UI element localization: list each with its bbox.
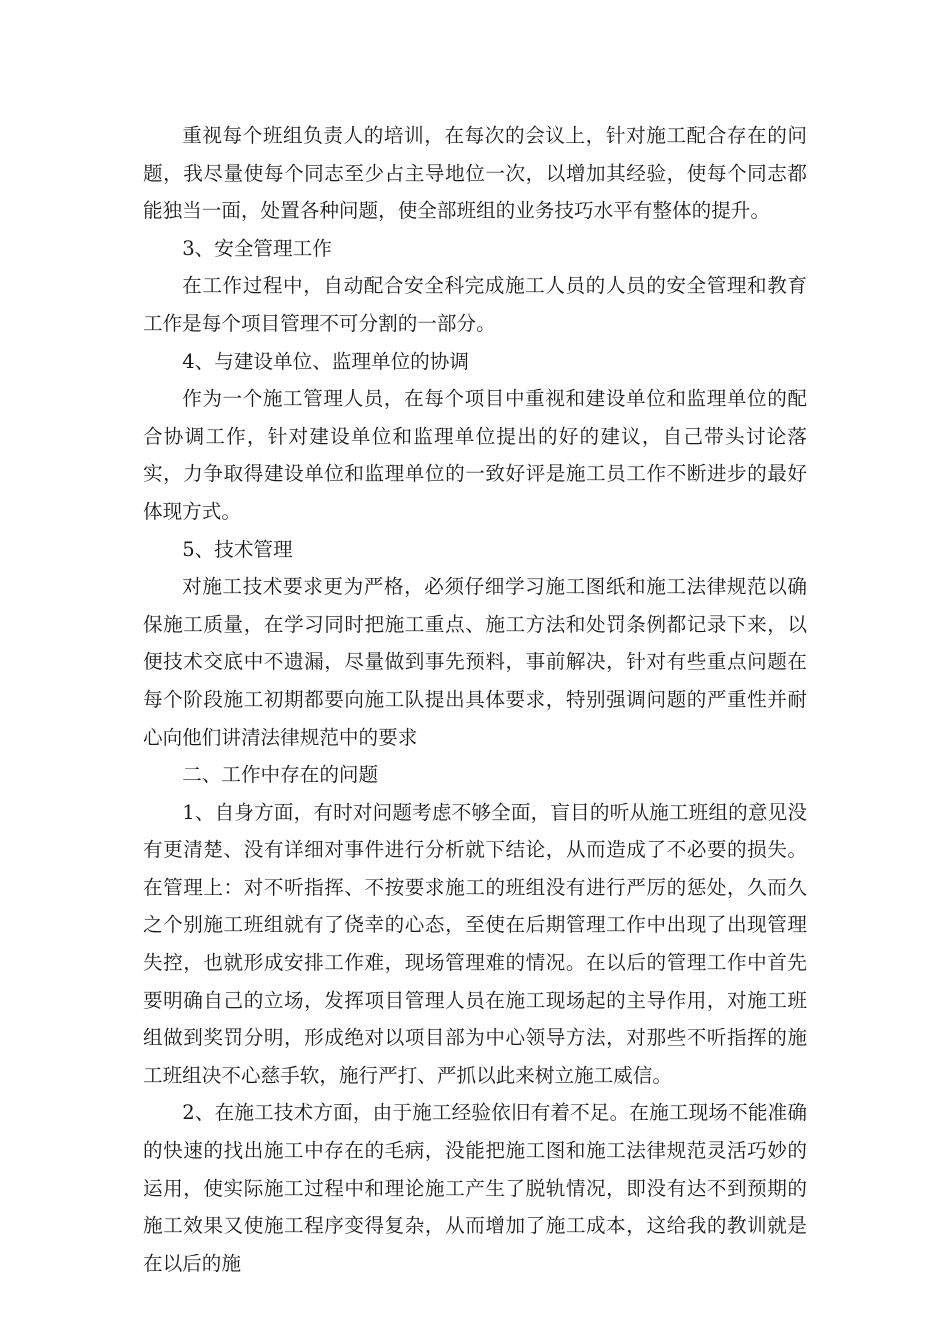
paragraph-technical-management: 对施工技术要求更为严格，必须仔细学习施工图纸和施工法律规范以确保施工质量，在学习同时把施工重点、施工方法和处罚条例都记录下来，以便技术交底中不遗漏，尽量做到事先预料，事前解决，针对有些重点问题在每个阶段施工初期都要向施工队提出具体要求，特别强调问题的严重性并耐心向他们讲清法律规范中的要求 [143,575,807,749]
paragraph-safety-management: 在工作过程中，自动配合安全科完成施工人员的人员的安全管理和教育工作是每个项目管理不可分割的一部分。 [143,274,807,335]
paragraph-technical-aspects: 2、在施工技术方面，由于施工经验依旧有着不足。在施工现场不能准确的快速的找出施工中存在的毛病，没能把施工图和施工法律规范灵活巧妙的运用，使实际施工过程中和理论施工产生了脱轨情况，即没有达不到预期的施工效果又使施工程序变得复杂，从而增加了施工成本，这给我的教训就是在以后的施 [143,1101,807,1275]
paragraph-coordination: 作为一个施工管理人员，在每个项目中重视和建设单位和监理单位的配合协调工作，针对建设单位和监理单位提出的好的建议，自己带头讨论落实，力争取得建设单位和监理单位的一致好评是施工员工作不断进步的最好体现方式。 [143,387,807,523]
heading-coordination: 4、与建设单位、监理单位的协调 [182,349,469,373]
paragraph-team-training: 重视每个班组负责人的培训，在每次的会议上，针对施工配合存在的问题，我尽量使每个同志至少占主导地位一次，以增加其经验，使每个同志都能独当一面，处置各种问题，使全部班组的业务技巧水平有整体的提升。 [143,124,807,223]
heading-technical-management: 5、技术管理 [182,537,293,561]
paragraph-self-aspects: 1、自身方面，有时对问题考虑不够全面，盲目的听从施工班组的意见没有更清楚、没有详细对事件进行分析就下结论，从而造成了不必要的损失。在管理上：对不听指挥、不按要求施工的班组没有进行严厉的惩处，久而久之个别施工班组就有了侥幸的心态，至使在后期管理工作中出现了出现管理失控，也就形成安排工作难，现场管理难的情况。在以后的管理工作中首先要明确自己的立场，发挥项目管理人员在施工现场起的主导作用，对施工班组做到奖罚分明，形成绝对以项目部为中心领导方法，对那些不听指挥的施工班组决不心慈手软，施行严打、严抓以此来树立施工威信。 [143,800,807,1087]
document-body [143,117,807,1282]
heading-safety-management: 3、安全管理工作 [182,236,332,260]
heading-existing-problems: 二、工作中存在的问题 [182,763,379,787]
